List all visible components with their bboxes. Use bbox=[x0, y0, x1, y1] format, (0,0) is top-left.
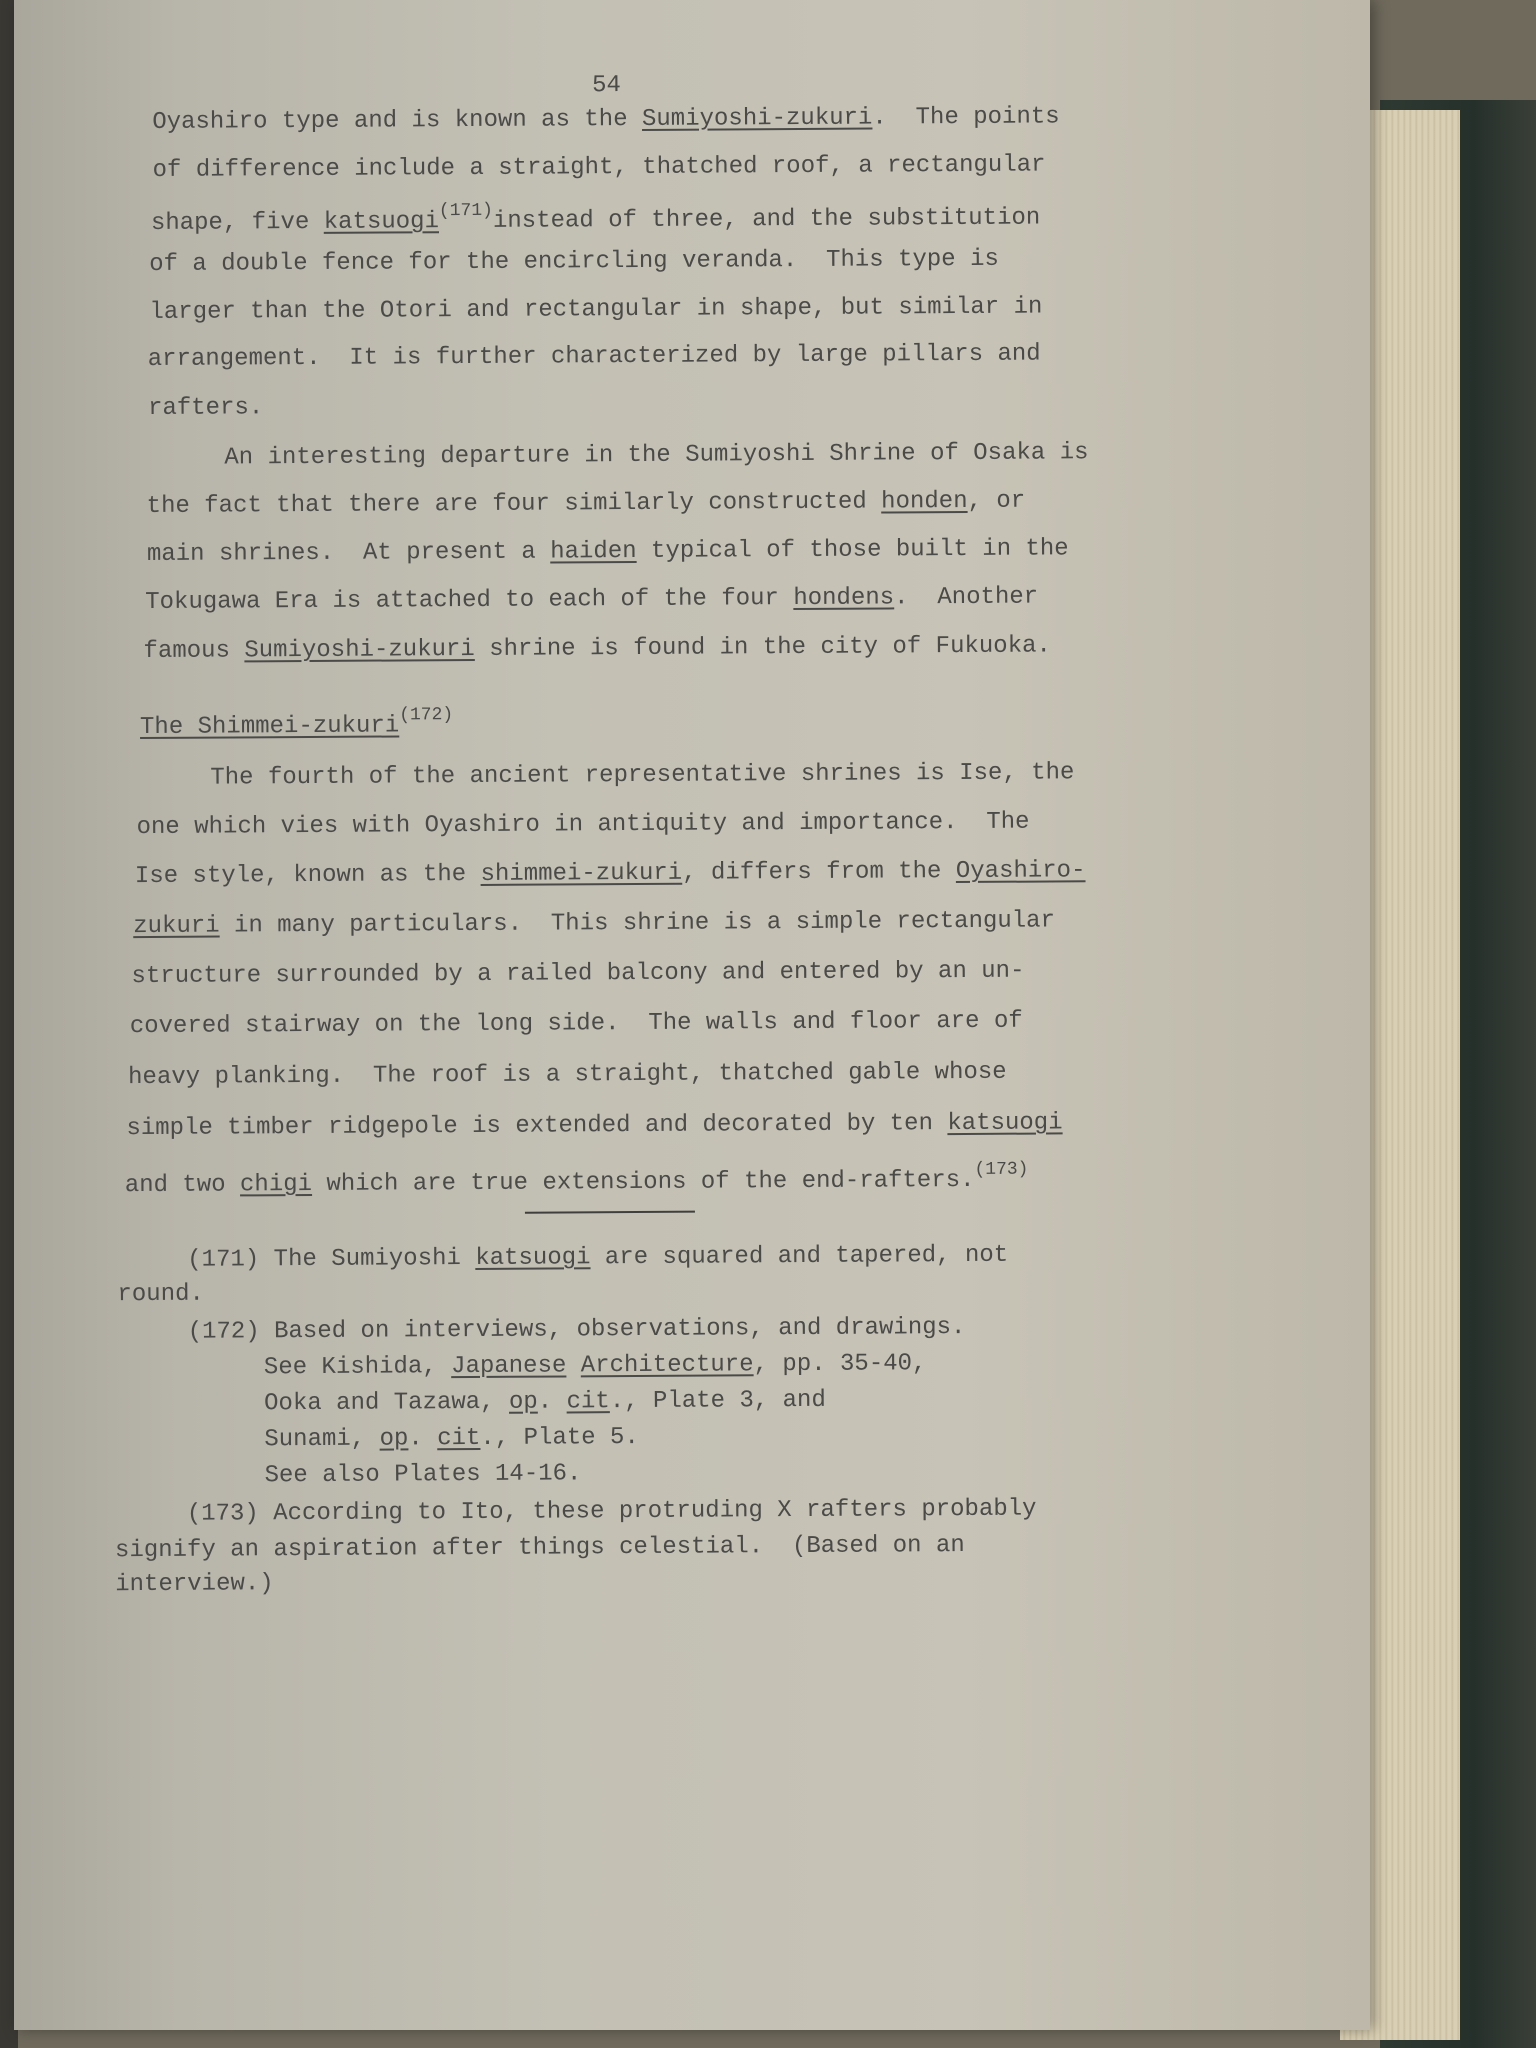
underlined-term: cit bbox=[566, 1388, 610, 1416]
underlined-term: zukuri bbox=[133, 912, 220, 941]
text-run: Oyashiro type and is known as the bbox=[152, 105, 643, 136]
footnote-173-cont: interview.) bbox=[115, 1570, 274, 1599]
text-line bbox=[147, 535, 1069, 568]
text-run: instead of three, and the substitution bbox=[492, 204, 1041, 235]
text-run: , differs from the bbox=[682, 858, 956, 887]
text-line: structure surrounded by a railed balcony and entered by an un- bbox=[131, 957, 1025, 991]
text-run: . The points bbox=[872, 103, 1060, 132]
footnote-ref: (173) bbox=[974, 1159, 1029, 1180]
footnote-172-line bbox=[264, 1350, 927, 1381]
text-run: Ise style, known as the bbox=[134, 860, 481, 891]
underlined-term: Sumiyoshi-zukuri bbox=[244, 635, 475, 665]
underlined-term: cit bbox=[437, 1424, 481, 1453]
text-line bbox=[145, 584, 1038, 616]
text-run: , pp. 35-40, bbox=[753, 1350, 927, 1379]
text-run: Sunami, bbox=[264, 1425, 380, 1454]
text-run: . Another bbox=[894, 583, 1039, 612]
text-run: , or bbox=[967, 487, 1026, 515]
underlined-term: op bbox=[508, 1388, 538, 1416]
text-line: An interesting departure in the Sumiyoshi Shrine of Osaka is bbox=[224, 439, 1089, 472]
text-run: the fact that there are four similarly constructed bbox=[146, 488, 882, 520]
section-heading bbox=[140, 705, 453, 741]
footnote-171-cont: round. bbox=[117, 1280, 204, 1309]
underlined-term: Sumiyoshi-zukuri bbox=[641, 104, 873, 133]
text-run: simple timber ridgepole is extended and decorated by ten bbox=[126, 1110, 948, 1143]
heading-text: The Shimmei-zukuri bbox=[139, 712, 400, 742]
footnote-172-line: Ooka and Tazawa, op. cit., Plate 3, and bbox=[264, 1386, 826, 1418]
text-run: and two bbox=[124, 1171, 241, 1200]
text-line: heavy planking. The roof is a straight, thatched gable whose bbox=[128, 1058, 1007, 1092]
underlined-term: katsuogi bbox=[947, 1109, 1063, 1138]
text-line bbox=[125, 1160, 1029, 1200]
underlined-term: katsuogi bbox=[475, 1244, 591, 1272]
text-run: famous bbox=[143, 637, 245, 666]
text-line: arrangement. It is further characterized by large pillars and bbox=[147, 340, 1041, 373]
footnote-ref: (171) bbox=[438, 200, 493, 222]
footnote-172-line: See also Plates 14-16. bbox=[264, 1460, 582, 1490]
text-run: See Kishida, bbox=[263, 1353, 452, 1382]
text-line bbox=[135, 857, 1086, 890]
underlined-term: Oyashiro- bbox=[955, 857, 1086, 886]
text-line bbox=[133, 907, 1055, 940]
text-line: larger than the Otori and rectangular in shape, but similar in bbox=[149, 293, 1043, 326]
footnote-173-cont: signify an aspiration after things celestial. (Based on an bbox=[114, 1532, 965, 1565]
text-line: rafters. bbox=[147, 394, 264, 422]
footnote-separator bbox=[525, 1211, 695, 1214]
text-run: which are true extensions of the end-rafters. bbox=[311, 1166, 975, 1198]
underlined-term: chigi bbox=[239, 1170, 313, 1199]
text-line bbox=[152, 103, 1060, 136]
text-line: covered stairway on the long side. The walls and floor are of bbox=[129, 1007, 1023, 1041]
underlined-term: Japanese bbox=[451, 1352, 567, 1381]
typed-text bbox=[114, 68, 1274, 1599]
text-line bbox=[126, 1109, 1062, 1142]
text-run: (171) The Sumiyoshi bbox=[187, 1244, 476, 1274]
text-run: are squared and tapered, not bbox=[590, 1241, 1009, 1272]
underlined-term: hondens bbox=[793, 584, 895, 613]
text-run: Tokugawa Era is attached to each of the four bbox=[145, 585, 794, 617]
underlined-term: honden bbox=[881, 487, 968, 516]
underlined-term: shimmei-zukuri bbox=[480, 859, 683, 888]
underlined-term: haiden bbox=[550, 538, 637, 566]
footnote-173: (173) According to Ito, these protruding X rafters probably bbox=[186, 1495, 1037, 1528]
text-run: in many particulars. This shrine is a simple rectangular bbox=[219, 907, 1056, 940]
underlined-term: op bbox=[379, 1425, 409, 1453]
text-run: shrine is found in the city of Fukuoka. bbox=[474, 632, 1051, 663]
text-line bbox=[147, 488, 1026, 520]
text-line: of a double fence for the encircling veranda. This type is bbox=[149, 245, 999, 278]
footnote-172: (172) Based on interviews, observations, and drawings. bbox=[187, 1314, 966, 1346]
text-run: ., Plate 5. bbox=[480, 1424, 639, 1452]
text-line: of difference include a straight, thatched roof, a rectangular bbox=[152, 151, 1046, 184]
text-run: ., Plate 3, and bbox=[609, 1386, 826, 1416]
text-line: one which vies with Oyashiro in antiquity and importance. The bbox=[136, 808, 1030, 842]
document-page bbox=[14, 0, 1370, 2030]
footnote-171 bbox=[187, 1242, 1008, 1274]
text-line: The fourth of the ancient representative shrines is Ise, the bbox=[210, 759, 1075, 792]
text-run: shape, five bbox=[150, 208, 324, 237]
footnote-172-line: Sunami, op. cit., Plate 5. bbox=[264, 1424, 639, 1454]
text-line bbox=[151, 198, 1041, 237]
text-line bbox=[143, 632, 1051, 665]
footnote-ref: (172) bbox=[399, 705, 454, 726]
text-run: typical of those built in the bbox=[636, 535, 1069, 565]
text-run: main shrines. At present a bbox=[146, 538, 551, 568]
text-run: Ooka and Tazawa, bbox=[264, 1388, 510, 1418]
underlined-term: katsuogi bbox=[323, 208, 440, 236]
page-number: 54 bbox=[591, 72, 621, 100]
underlined-term: Architecture bbox=[580, 1351, 754, 1380]
